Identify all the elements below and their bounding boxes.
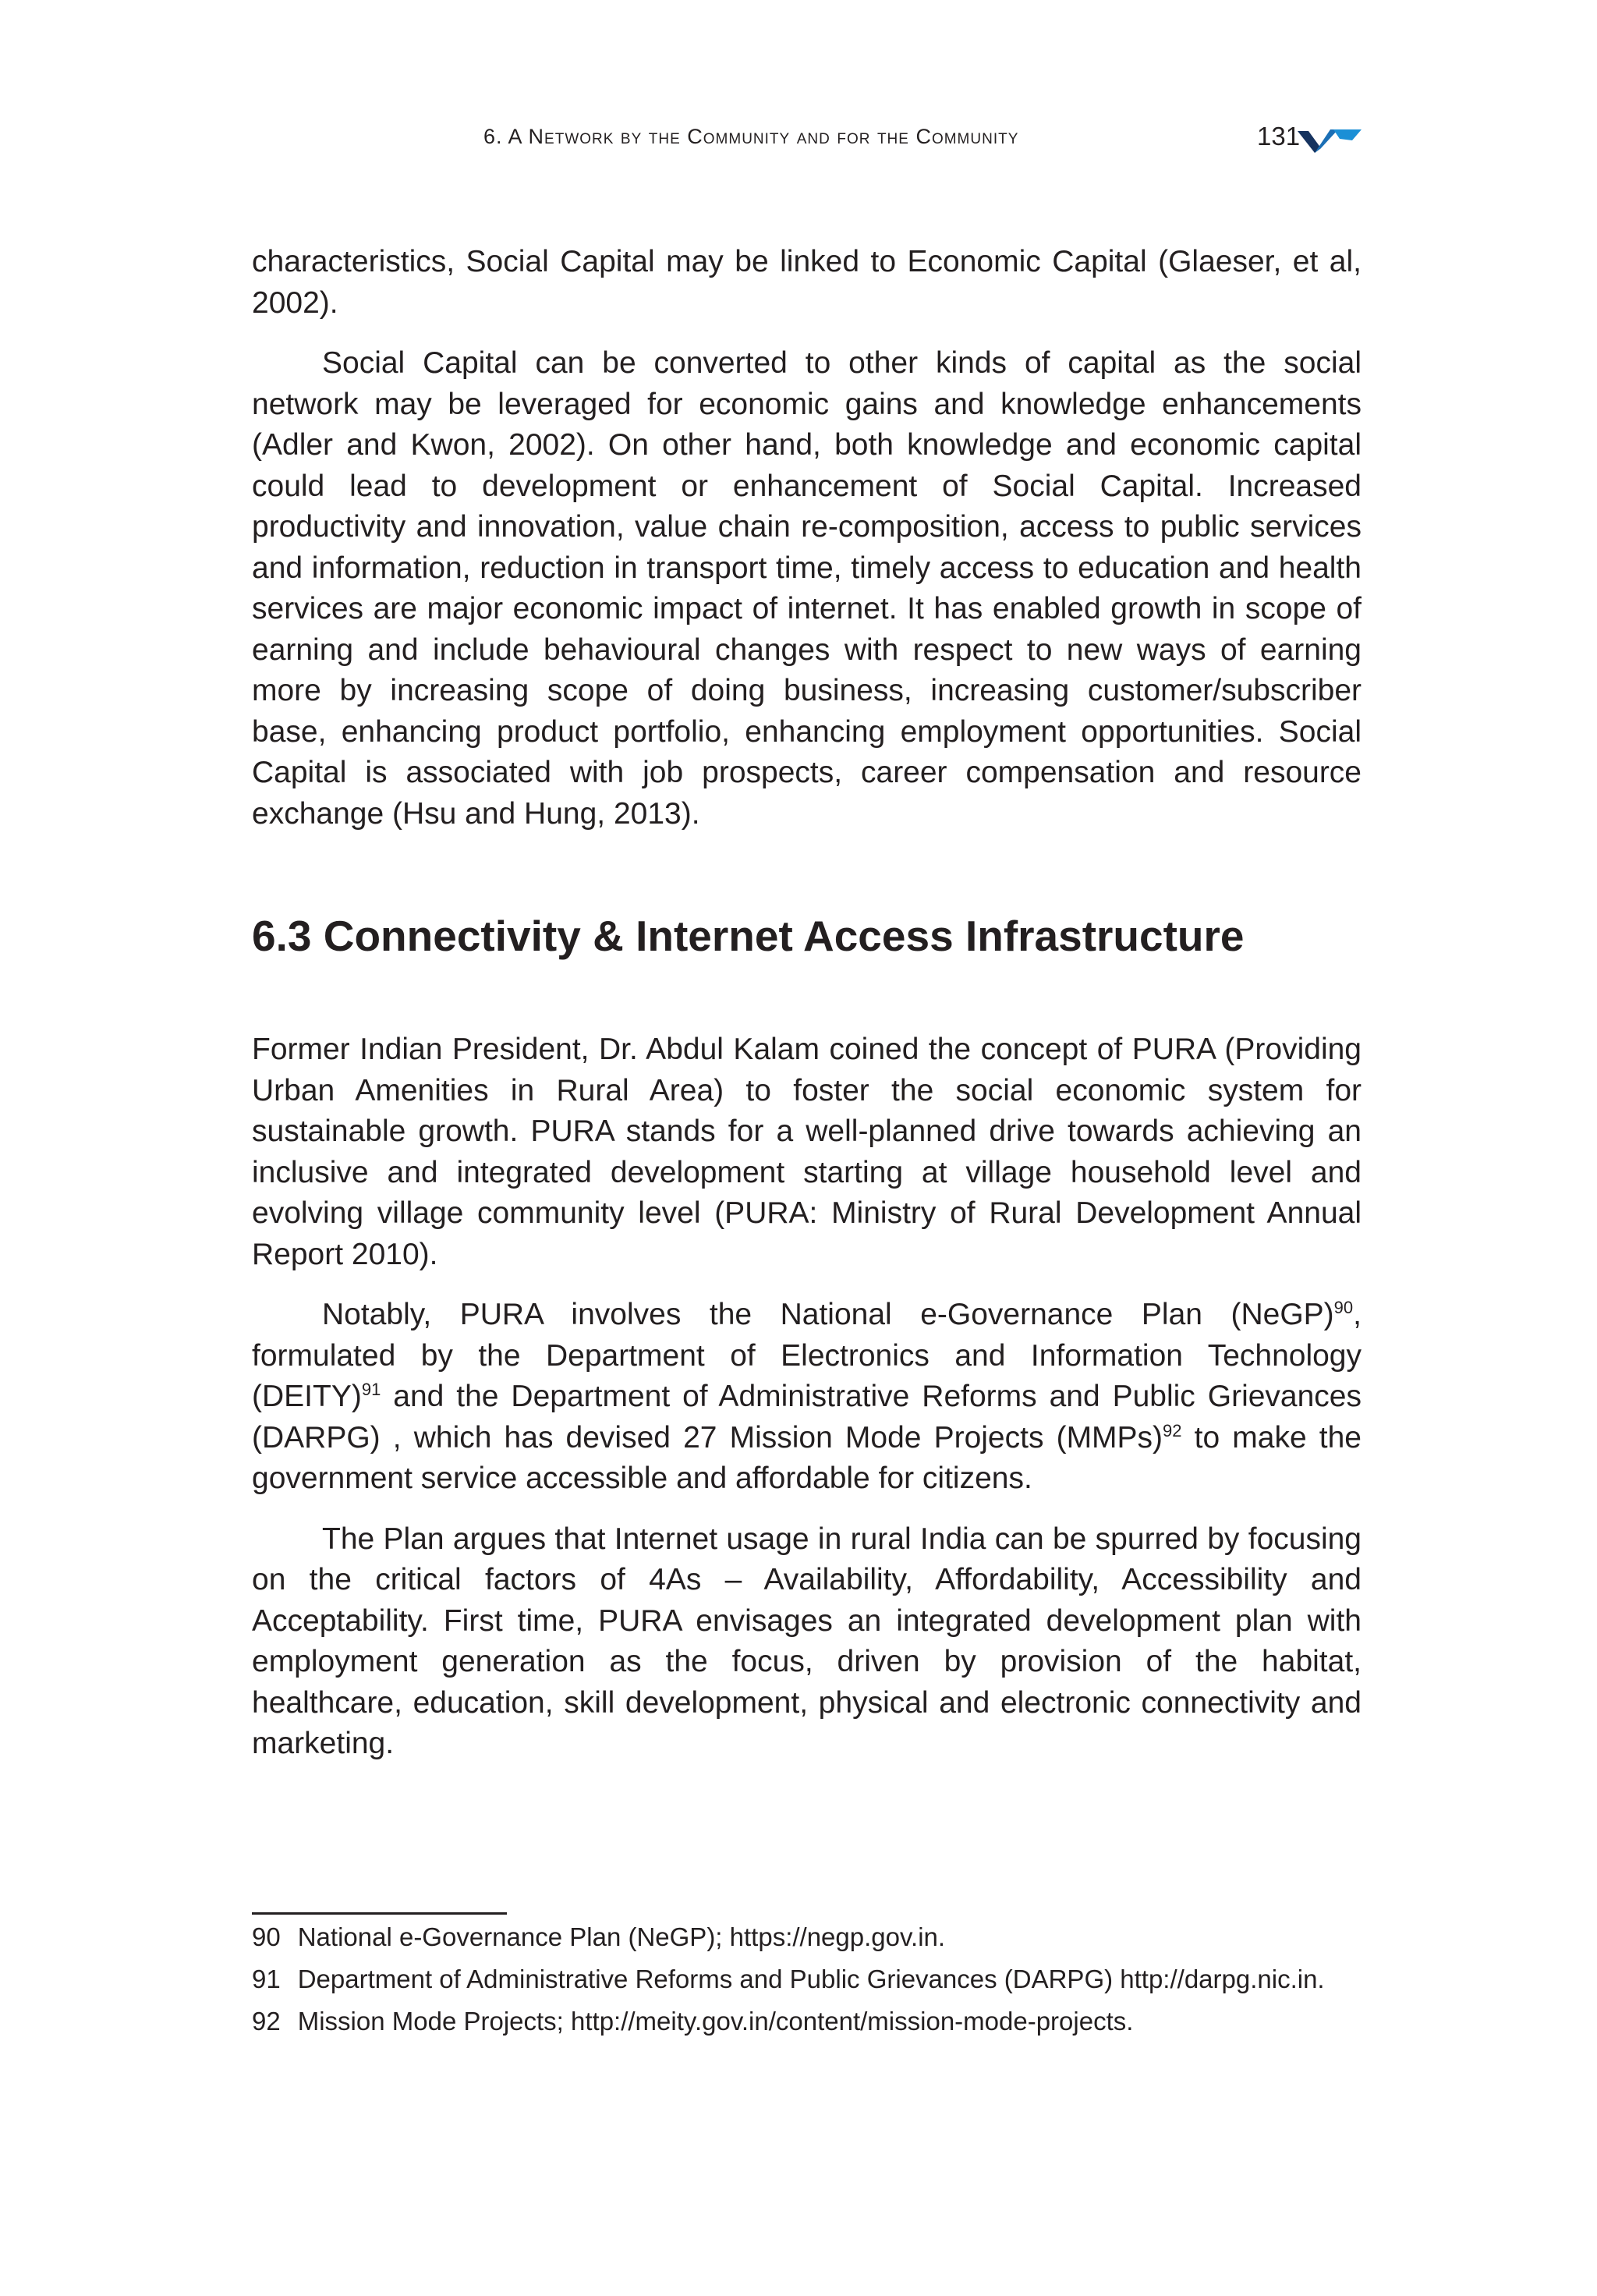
footnote-number: 90 [252, 1922, 281, 1951]
running-title: 6. A Network by the Community and for the Community [483, 125, 1019, 148]
footnote-ref-90[interactable]: 90 [1333, 1298, 1354, 1317]
publisher-logo-icon [1298, 125, 1362, 154]
paragraph-negp-text-4: to make the government service accessible and affordable for citizens. [252, 1420, 1362, 1495]
footnote-90 [252, 1922, 1362, 1953]
footnote-ref-91[interactable]: 91 [361, 1380, 381, 1399]
footnote-91 [252, 1964, 1362, 1995]
footnote-text: Mission Mode Projects; http://meity.gov.in/content/mission-mode-projects. [297, 2007, 1134, 2036]
paragraph-continued: characteristics, Social Capital may be linked to Economic Capital (Glaeser, et al, 2002). [252, 245, 1362, 320]
paragraph-pura-intro: Former Indian President, Dr. Abdul Kalam coined the concept of PURA (Providing Urban Amenities in Rural Area) to foster the social economic system for sustainable growth. PURA stands for a well-planned drive towards achieving an inclusive and integrated development starting at village household level and evolving village community level (PURA: Ministry of Rural Development Annual Report 2010). [252, 1033, 1362, 1271]
running-header [483, 122, 1362, 158]
footnote-divider [252, 1912, 507, 1915]
footnote-text: Department of Administrative Reforms and Public Grievances (DARPG) http://darpg.nic.in. [297, 1965, 1325, 1993]
paragraph-negp-text-1: Notably, PURA involves the National e-Governance Plan (NeGP) [322, 1298, 1334, 1331]
footnote-number: 92 [252, 2007, 281, 2036]
page-number: 131 [1257, 122, 1301, 151]
paragraph-negp-text-2: , formulated by the Department of Electronics and Information Technology (DEITY) [252, 1298, 1362, 1413]
footnote-text: National e-Governance Plan (NeGP); https://negp.gov.in. [297, 1922, 946, 1951]
body-column [252, 242, 1362, 1784]
paragraph-negp [252, 1295, 1362, 1500]
section-heading: 6.3 Connectivity & Internet Access Infrastructure [252, 912, 1245, 960]
paragraph-4as: The Plan argues that Internet usage in rural India can be spurred by focusing on the critical factors of 4As – Availability, Affordability, Accessibility and Acceptability. First time, PURA envisages an integrated development plan with employment generation as the focus, driven by provision of the habitat, healthcare, education, skill development, physical and electronic connectivity and marketing. [252, 1522, 1362, 1760]
footnote-number: 91 [252, 1965, 281, 1993]
paragraph-negp-text-3: and the Department of Administrative Reforms and Public Grievances (DARPG) , which has devised 27 Mission Mode Projects (MMPs) [252, 1380, 1362, 1454]
footnote-ref-92[interactable]: 92 [1163, 1420, 1182, 1440]
footnote-92 [252, 2006, 1362, 2037]
paragraph-social-capital: Social Capital can be converted to other kinds of capital as the social network may be leveraged for economic gains and knowledge enhancements (Adler and Kwon, 2002). On other hand, both knowledge and economic capital could lead to development or enhancement of Social Capital. Increased productivity and innovation, value chain re-composition, access to public services and information, reduction in transport time, timely access to education and health services are major economic impact of internet. It has enabled growth in scope of earning and include behavioural changes with respect to new ways of earning more by increasing scope of doing business, increasing customer/subscriber base, enhancing product portfolio, enhancing employment opportunities. Social Capital is associated with job prospects, career compensation and resource exchange (Hsu and Hung, 2013). [252, 346, 1362, 831]
footnotes [252, 1922, 1362, 2048]
